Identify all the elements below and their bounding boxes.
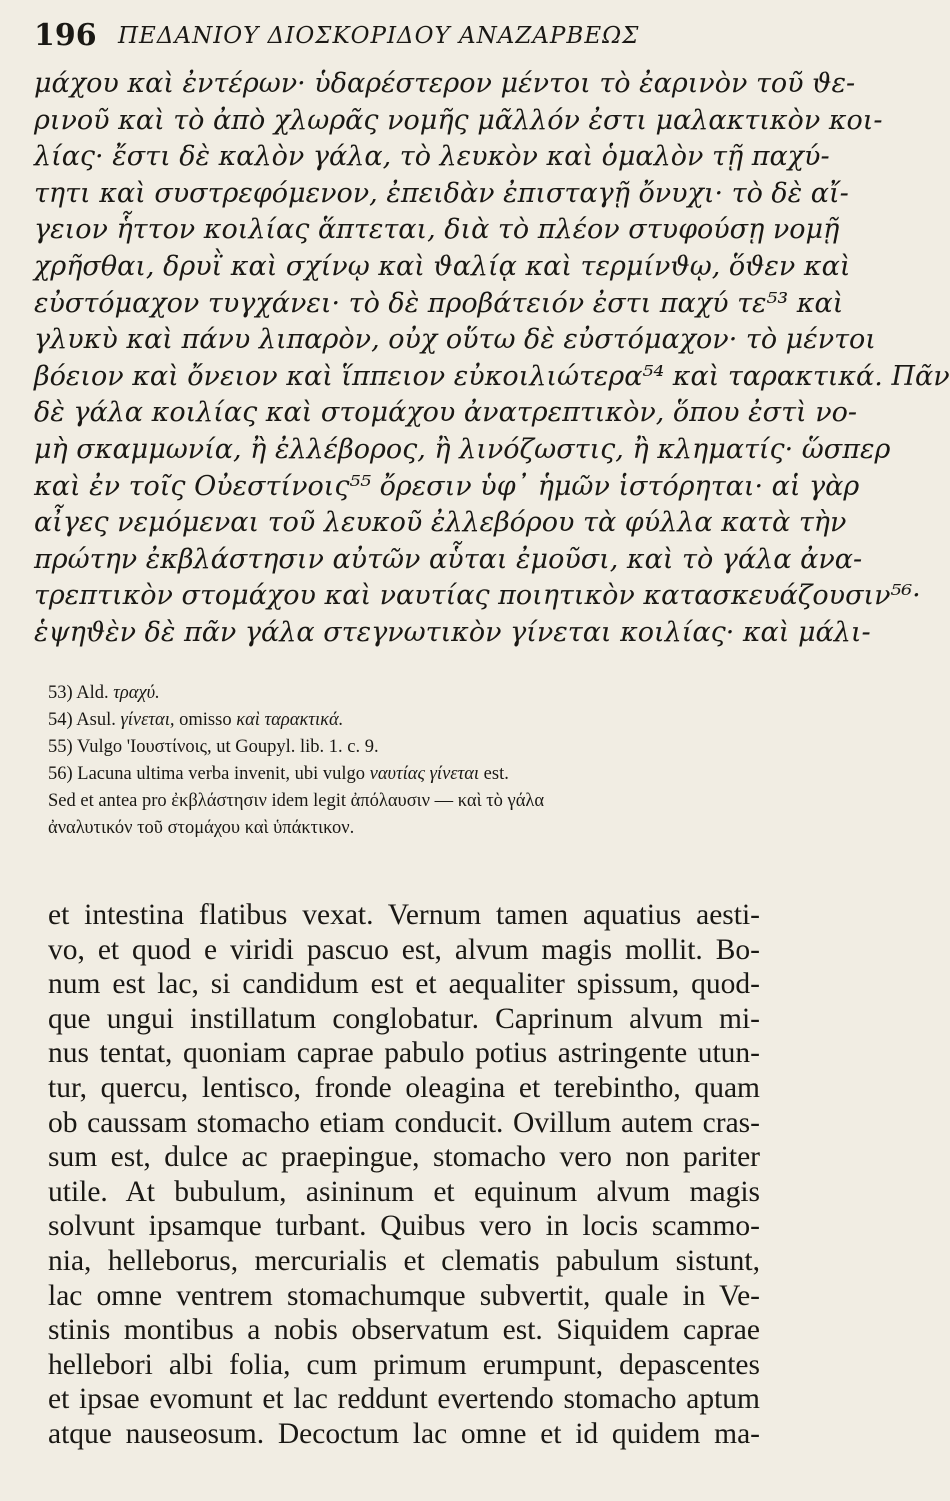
footnote-greek: καὶ ταρακτικά. xyxy=(236,710,344,730)
footnote-greek: τραχύ. xyxy=(113,683,160,703)
latin-text-block xyxy=(48,898,760,1452)
greek-line: πρώτην ἐκβλάστησιν αὐτῶν αὗται ἐμοῦσι, καὶ τὸ γάλα ἀνα- xyxy=(34,543,863,575)
footnote-continuation: ἀναλυτικόν τοῦ στομάχου καὶ ὑπάκτικον. xyxy=(48,818,355,838)
greek-line: μὴ σκαμμωνία, ἢ ἐλλέβορος, ἢ λινόζωστις, ἢ κληματίς· ὥσπερ xyxy=(34,433,891,465)
footnote-continuation: Sed et antea pro ἐκβλάστησιν idem legit ἀπόλαυσιν — καὶ τὸ γάλα xyxy=(48,791,545,811)
greek-text-block xyxy=(34,66,950,652)
footnote-marker: 56) xyxy=(48,764,73,784)
footnote-marker: 55) xyxy=(48,737,73,757)
greek-line: λίας· ἔστι δὲ καλὸν γάλα, τὸ λευκὸν καὶ ὁμαλὸν τῇ παχύ- xyxy=(34,141,830,173)
latin-line: vo, et quod e viridi pascuo est, alvum magis mollit. Bo- xyxy=(48,933,760,966)
greek-line: δὲ γάλα κοιλίας καὶ στομάχου ἀνατρεπτικὸν, ὅπου ἐστὶ νο- xyxy=(34,397,857,429)
footnote-text: Ald. xyxy=(76,683,109,703)
greek-line: εὐστόμαχον τυγχάνει· τὸ δὲ προβάτειόν ἐστι παχύ τε⁵³ καὶ xyxy=(34,287,844,319)
latin-line: hellebori albi folia, cum primum erumpunt, depascentes xyxy=(48,1348,760,1381)
footnote-greek: γίνεται, xyxy=(120,710,175,730)
latin-line: et ipsae evomunt et lac reddunt evertendo stomacho aptum xyxy=(48,1383,760,1416)
latin-line: solvunt ipsamque turbant. Quibus vero in locis scammo- xyxy=(48,1210,760,1243)
footnote-tail: omisso xyxy=(179,710,232,730)
latin-line: et intestina flatibus vexat. Vernum tamen aquatius aesti- xyxy=(48,899,760,931)
latin-line: atque nauseosum. Decoctum lac omne et id quidem ma- xyxy=(48,1417,760,1450)
latin-line: sum est, dulce ac praepingue, stomacho vero non pariter xyxy=(48,1141,760,1174)
greek-line: χρῆσθαι, δρυῒ καὶ σχίνῳ καὶ ϑαλίᾳ καὶ τερμίνϑῳ, ὅϑεν καὶ xyxy=(34,250,851,282)
footnote xyxy=(48,707,760,734)
footnote xyxy=(48,761,760,788)
footnote-text: Lacuna ultima verba invenit, ubi vulgo xyxy=(77,764,365,784)
footnote xyxy=(48,734,760,761)
latin-line: que ungui instillatum conglobatur. Caprinum alvum mi- xyxy=(48,1002,760,1035)
page-header xyxy=(34,14,754,58)
greek-line: ρινοῦ καὶ τὸ ἀπὸ χλωρᾶς νομῆς μᾶλλόν ἐστι μαλακτικὸν κοι- xyxy=(34,104,883,136)
latin-line: nia, helleborus, mercurialis et clematis pabulum sistunt, xyxy=(48,1244,760,1277)
greek-line: ἑψηϑὲν δὲ πᾶν γάλα στεγνωτικὸν γίνεται κοιλίας· καὶ μάλι- xyxy=(34,616,871,648)
footnote-greek: ναυτίας γίνεται xyxy=(369,764,480,784)
greek-line: τρεπτικὸν στομάχου καὶ ναυτίας ποιητικὸν κατασκευάζουσιν⁵⁶· xyxy=(34,580,921,612)
latin-line: ob caussam stomacho etiam conducit. Ovillum autem cras- xyxy=(48,1106,760,1139)
footnote-text: Vulgo 'Ιουστίνοις, ut Goupyl. lib. 1. c. 9. xyxy=(76,737,379,757)
greek-line: καὶ ἐν τοῖς Οὐεστίνοις⁵⁵ ὄρεσιν ὑφ᾽ ἡμῶν ἱστόρηται· αἱ γὰρ xyxy=(34,470,860,502)
footnote-tail: est. xyxy=(483,764,509,784)
latin-line: utile. At bubulum, asininum et equinum alvum magis xyxy=(48,1175,760,1208)
footnote-marker: 54) xyxy=(48,710,73,730)
latin-line: num est lac, si candidum est et aequaliter spissum, quod- xyxy=(48,968,760,1001)
latin-line: stinis montibus a nobis observatum est. Siquidem caprae xyxy=(48,1314,760,1347)
footnote-marker: 53) xyxy=(48,683,73,703)
running-title: ΠΕΔΑΝΙΟΥ ΔΙΟΣΚΟΡΙΔΟΥ ΑΝΑΖΑΡΒΕΩΣ xyxy=(118,23,640,49)
page-number: 196 xyxy=(34,18,97,53)
footnote xyxy=(48,680,760,707)
greek-line: αἶγες νεμόμεναι τοῦ λευκοῦ ἐλλεβόρου τὰ φύλλα κατὰ τὴν xyxy=(34,507,847,539)
greek-line: μάχου καὶ ἐντέρων· ὑδαρέστερον μέντοι τὸ ἐαρινὸν τοῦ ϑε- xyxy=(34,68,856,99)
greek-line: βόειον καὶ ὄνειον καὶ ἵππειον εὐκοιλιώτερα⁵⁴ καὶ ταρακτικά. Πᾶν xyxy=(34,360,950,392)
greek-line: γειον ἧττον κοιλίας ἅπτεται, διὰ τὸ πλέον στυφούσῃ νομῇ xyxy=(34,214,840,246)
greek-line: τητι καὶ συστρεφόμενον, ἐπειδὰν ἐπισταγῇ ὄνυχι· τὸ δὲ αἴ- xyxy=(34,177,849,209)
footnote-text: Asul. xyxy=(76,710,116,730)
latin-line: nus tentat, quoniam caprae pabulo potius astringente utun- xyxy=(48,1037,760,1070)
greek-line: γλυκὺ καὶ πάνυ λιπαρὸν, οὐχ οὕτω δὲ εὐστόμαχον· τὸ μέντοι xyxy=(34,324,876,356)
latin-line: tur, quercu, lentisco, fronde oleagina et terebintho, quam xyxy=(48,1071,760,1104)
latin-line: lac omne ventrem stomachumque subvertit, quale in Ve- xyxy=(48,1279,760,1312)
footnotes xyxy=(48,680,760,842)
